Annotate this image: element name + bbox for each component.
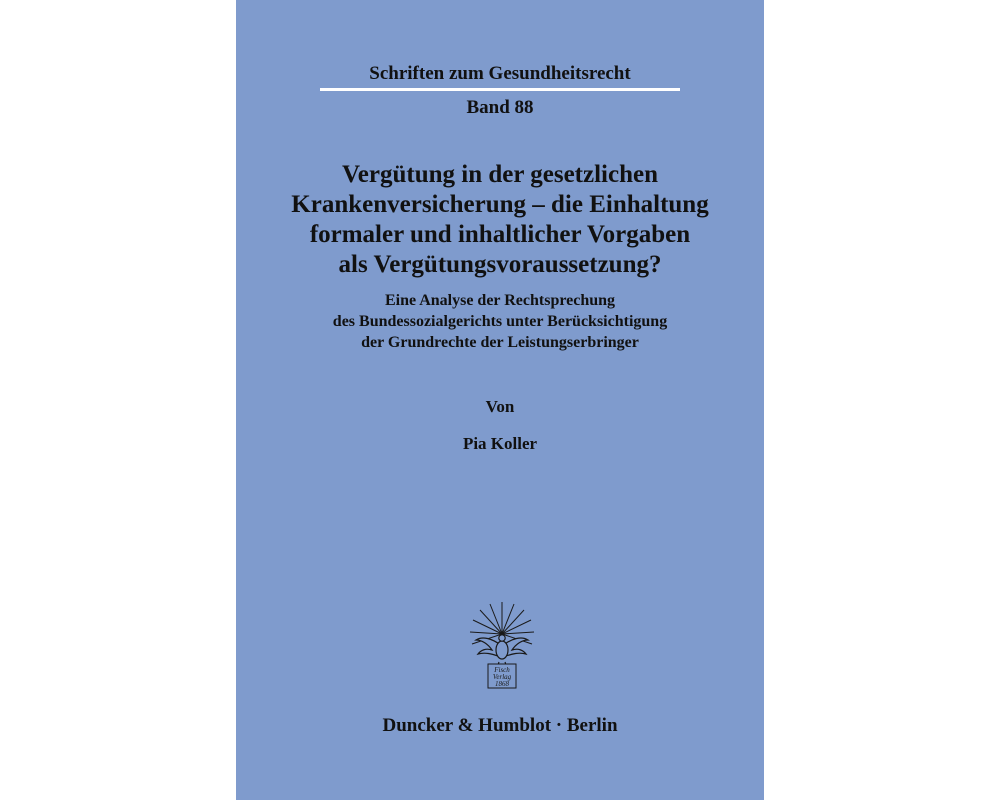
logo-text-line: Fisch [494,666,510,674]
volume-number: Band 88 [466,97,534,118]
title-line: als Vergütungsvoraussetzung? [338,251,662,278]
title-line: Krankenversicherung – die Einhaltung [291,191,709,218]
logo-text-line: Verlag [492,673,512,681]
publisher-logo [468,600,536,692]
subtitle-line: Eine Analyse der Rechtsprechung [384,292,616,309]
series-title: Schriften zum Gesundheitsrecht [369,63,631,84]
logo-text-line: 1868 [495,680,509,688]
series-divider [320,88,680,91]
by-label: Von [485,397,515,416]
author-name: Pia Koller [462,434,538,453]
subtitle-line: der Grundrechte der Leistungserbringer [361,334,639,351]
subtitle-line: des Bundessozialgerichts unter Berücksichtigung [332,313,668,330]
book-title [236,160,764,280]
book-cover [236,0,764,800]
publisher-name: Duncker & Humblot · Berlin [382,715,618,736]
title-line: Vergütung in der gesetzlichen [342,161,658,188]
title-line: formaler und inhaltlicher Vorgaben [309,221,691,248]
book-subtitle [236,290,764,353]
